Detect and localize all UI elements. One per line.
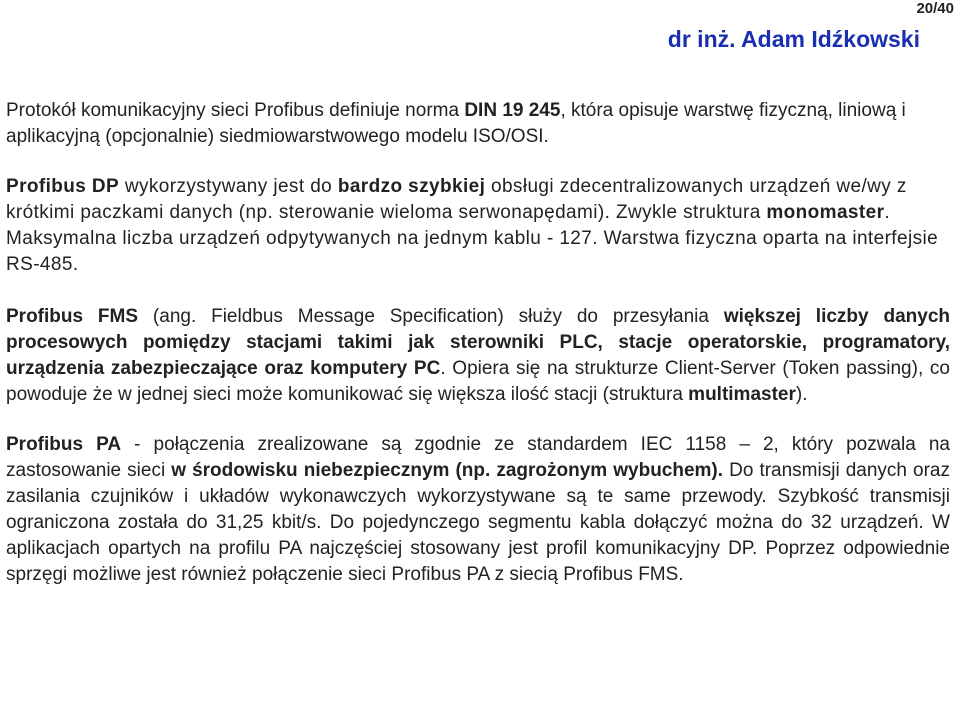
p4-text-b: - połączenia zrealizowane są zgodnie ze standardem IEC 1158 – 2, który pozwala na zastosowanie sieci <box>6 434 950 481</box>
author-header: dr inż. Adam Idźkowski <box>667 26 920 52</box>
p2-text-d: obsługi zdecentralizowanych urządzeń we/wy z krótkimi paczkami danych (np. sterowanie wieloma serwonapędami). Zwykle struktura <box>6 176 907 223</box>
p2-very-fast: bardzo szybkiej <box>337 176 486 197</box>
p2-text-b: wykorzystywany jest do <box>119 176 338 197</box>
p4-profibus-pa-term: Profibus PA <box>6 434 122 455</box>
p1-text-c: , która opisuje warstwę fizyczną, liniową i aplikacyjną (opcjonalnie) siedmiowarstwowego modelu ISO/OSI. <box>6 100 906 147</box>
p2-text-f: . Maksymalna liczba urządzeń odpytywanych na jednym kablu - 127. Warstwa fizyczna oparta na interfejsie RS-485. <box>6 202 939 275</box>
p3-text-f: ). <box>795 384 808 405</box>
p3-text-d: . Opiera się na strukturze Client-Server (Token passing), co powoduje że w jednej sieci może komunikować się większa ilość stacji (struktura <box>6 358 950 405</box>
paragraph-profibus-pa <box>6 432 950 588</box>
paragraph-profibus-fms <box>6 304 950 408</box>
p1-text-a: Protokół komunikacyjny sieci Profibus definiuje norma <box>6 100 465 121</box>
p4-hazardous-environment: w środowisku niebezpiecznym (np. zagrożonym wybuchem). <box>171 460 724 481</box>
p2-profibus-dp-term: Profibus DP <box>6 176 120 197</box>
p3-bold-description: większej liczby danych procesowych pomiędzy stacjami takimi jak sterowniki PLC, stacje operatorskie, programatory, urządzenia zabezpieczające oraz komputery PC <box>6 306 950 379</box>
page-number: 20/40 <box>916 0 954 17</box>
p3-multimaster: multimaster <box>688 384 796 405</box>
paragraph-din-standard <box>6 98 950 150</box>
paragraph-profibus-dp <box>6 174 950 278</box>
p1-din-norm: DIN 19 245 <box>464 100 561 121</box>
document-body <box>6 98 950 588</box>
p2-monomaster: monomaster <box>766 202 885 223</box>
p3-text-b: (ang. Fieldbus Message Specification) służy do przesyłania <box>138 306 724 327</box>
p4-text-d: Do transmisji danych oraz zasilania czujników i układów wykonawczych wykorzystywane są te same przewody. Szybkość transmisji ograniczona została do 31,25 kbit/s. Do pojedynczego segmentu kabla dołączyć można do 32 urządzeń. W aplikacjach opartych na profilu PA najczęściej stosowany jest profil komunikacyjny DP. Poprzez odpowiednie sprzęgi możliwe jest również połączenie sieci Profibus PA z siecią Profibus FMS. <box>6 460 951 585</box>
p3-profibus-fms-term: Profibus FMS <box>6 306 139 327</box>
